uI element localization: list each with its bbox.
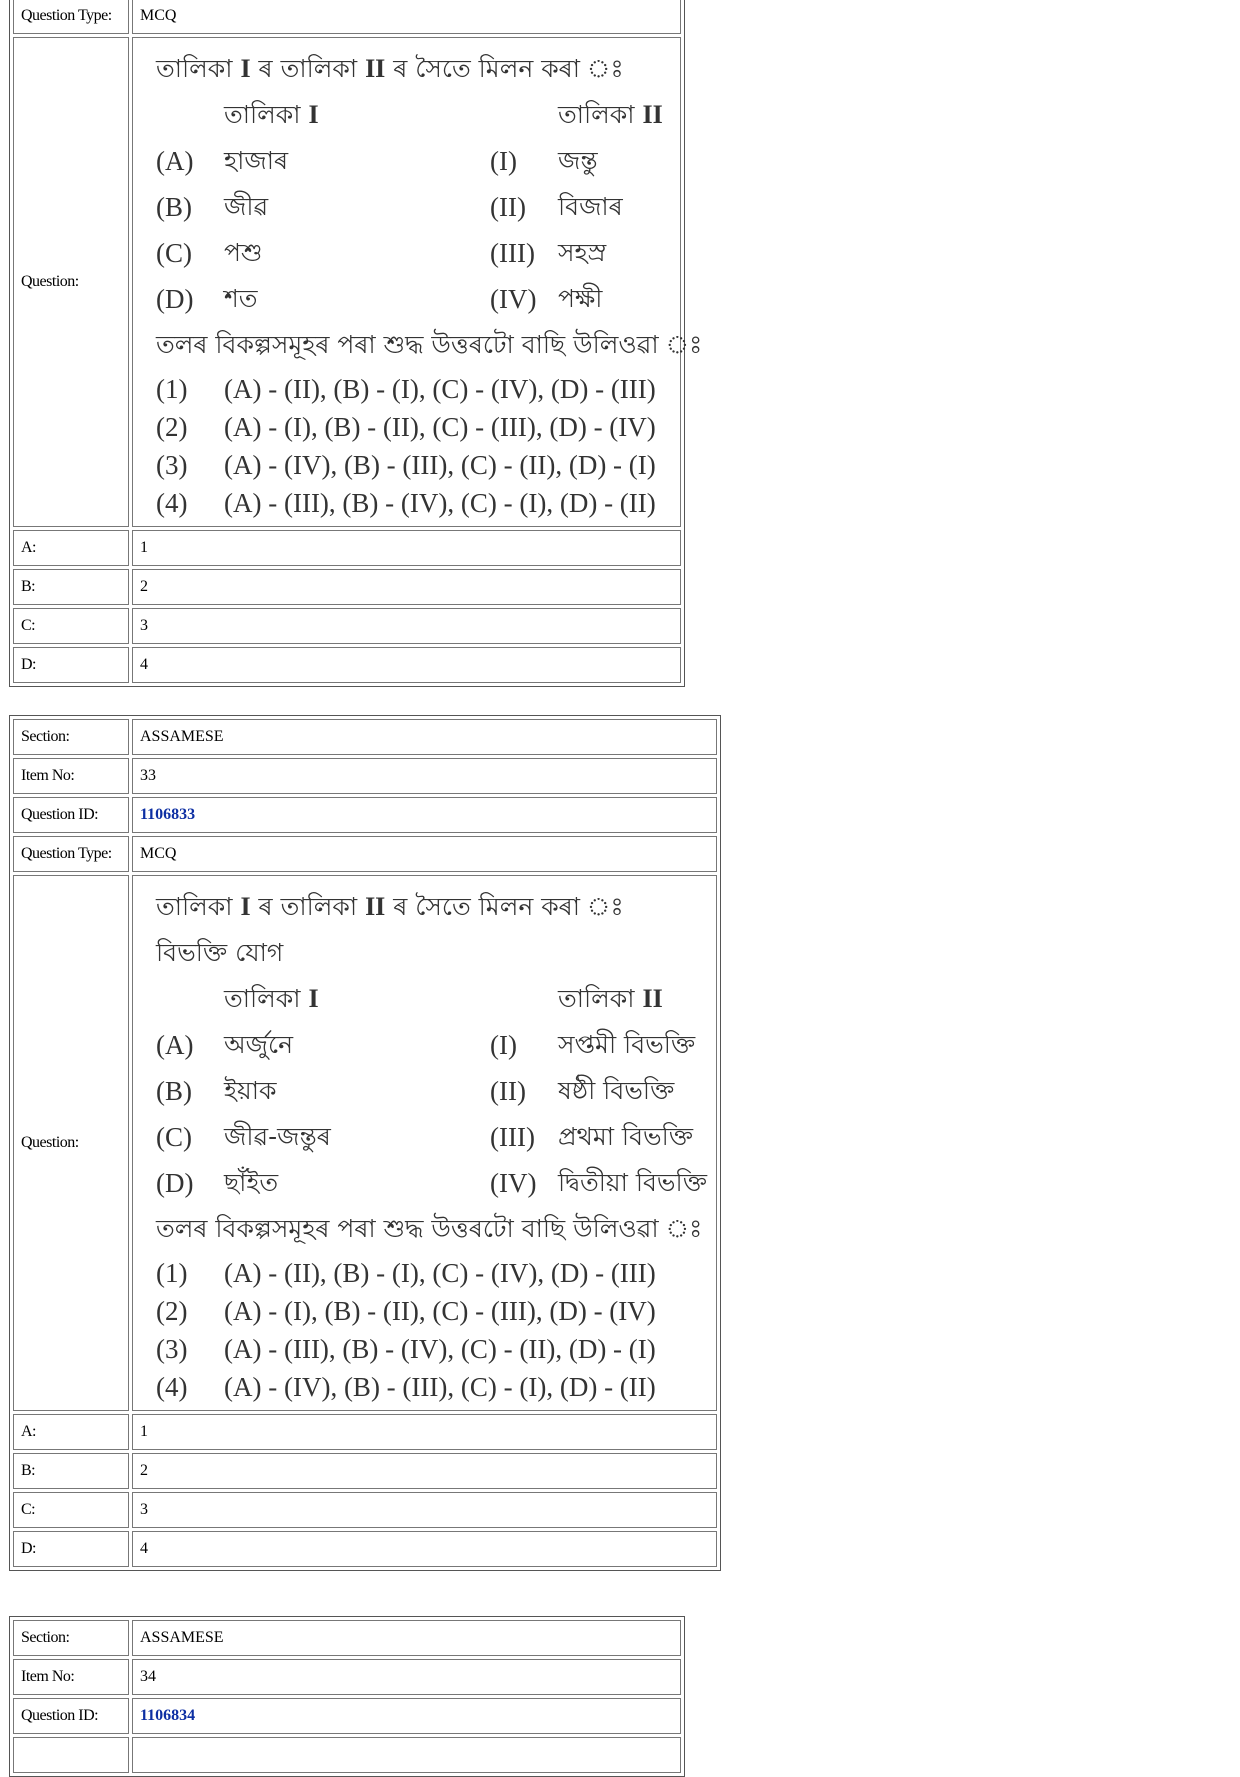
question-label: Question: — [13, 37, 129, 527]
instruction-text: তলৰ বিকল্পসমূহৰ পৰা শুদ্ধ উত্তৰটো বাছি উলিওৱা ঃ — [156, 330, 703, 359]
question-image-33 — [140, 876, 709, 1410]
choice-text-3: (A) - (IV), (B) - (III), (C) - (II), (D) - (I) — [224, 450, 656, 480]
question-type-value: MCQ — [132, 0, 681, 34]
question-content — [132, 37, 703, 527]
choice-num-1: (1) — [156, 1258, 188, 1288]
row-right-i: সপ্তমী বিভক্তি — [558, 1030, 696, 1059]
question-type-label: Question Type: — [13, 0, 129, 34]
question-table-34 — [9, 1616, 685, 1777]
row-key-i: (I) — [490, 1030, 517, 1060]
row-left-b: জীৱ — [224, 192, 269, 221]
question-id-row — [13, 797, 717, 833]
option-d-label: D: — [13, 647, 129, 683]
question-content — [132, 875, 717, 1411]
section-value: ASSAMESE — [132, 1620, 681, 1656]
section-value: ASSAMESE — [132, 719, 717, 755]
choice-text-2: (A) - (I), (B) - (II), (C) - (III), (D) - (IV) — [224, 1296, 656, 1326]
list-1-heading: তালিকা I — [224, 100, 319, 129]
option-d-row — [13, 1531, 717, 1567]
question-id-label: Question ID: — [13, 1698, 129, 1734]
row-right-iv: পক্ষী — [558, 284, 603, 313]
choice-num-3: (3) — [156, 450, 188, 480]
choice-num-2: (2) — [156, 1296, 188, 1326]
option-d-row — [13, 647, 681, 683]
question-type-value: MCQ — [132, 836, 717, 872]
question-table-32 — [9, 0, 703, 687]
option-c-label: C: — [13, 1492, 129, 1528]
row-key-d: (D) — [156, 1168, 194, 1198]
option-d-label: D: — [13, 1531, 129, 1567]
question-row — [13, 37, 681, 527]
row-key-i: (I) — [490, 146, 517, 176]
question-row — [13, 875, 717, 1411]
cut-off-row — [13, 1737, 681, 1773]
section-row — [13, 719, 717, 755]
question-title: তালিকা I ৰ তালিকা II ৰ সৈতে মিলন কৰা ঃ — [156, 892, 624, 921]
row-key-ii: (II) — [490, 1076, 526, 1106]
option-c-value: 3 — [132, 1492, 717, 1528]
option-b-row — [13, 1453, 717, 1489]
item-no-value: 33 — [132, 758, 717, 794]
option-b-value: 2 — [132, 1453, 717, 1489]
question-type-label: Question Type: — [13, 836, 129, 872]
instruction-text: তলৰ বিকল্পসমূহৰ পৰা শুদ্ধ উত্তৰটো বাছি উলিওৱা ঃ — [156, 1214, 703, 1243]
row-right-iii: সহস্ৰ — [558, 238, 607, 267]
row-left-c: পশু — [224, 238, 263, 267]
question-title: তালিকা I ৰ তালিকা II ৰ সৈতে মিলন কৰা ঃ — [156, 54, 624, 83]
section-row — [13, 1620, 681, 1656]
section-label: Section: — [13, 1620, 129, 1656]
item-no-label: Item No: — [13, 758, 129, 794]
option-c-row — [13, 1492, 717, 1528]
row-right-ii: বিজাৰ — [558, 192, 623, 221]
row-key-iii: (III) — [490, 1122, 535, 1152]
choice-num-2: (2) — [156, 412, 188, 442]
choice-num-1: (1) — [156, 374, 188, 404]
option-b-row — [13, 569, 681, 605]
option-a-label: A: — [13, 530, 129, 566]
option-c-value: 3 — [132, 608, 681, 644]
option-a-value: 1 — [132, 1414, 717, 1450]
option-d-value: 4 — [132, 1531, 717, 1567]
row-key-iv: (IV) — [490, 284, 537, 314]
row-right-iv: দ্বিতীয়া বিভক্তি — [558, 1168, 707, 1197]
list-2-heading: তালিকা II — [558, 100, 663, 129]
choice-text-3: (A) - (III), (B) - (IV), (C) - (II), (D) - (I) — [224, 1334, 656, 1364]
option-c-row — [13, 608, 681, 644]
row-right-ii: ষষ্ঠী বিভক্তি — [558, 1076, 675, 1105]
section-label: Section: — [13, 719, 129, 755]
question-id-value: 1106834 — [132, 1698, 681, 1734]
option-b-label: B: — [13, 1453, 129, 1489]
question-type-row — [13, 0, 681, 34]
row-left-a: অৰ্জুনে — [224, 1030, 293, 1059]
option-c-label: C: — [13, 608, 129, 644]
question-label: Question: — [13, 875, 129, 1411]
row-key-iv: (IV) — [490, 1168, 537, 1198]
option-a-row — [13, 530, 681, 566]
row-key-iii: (III) — [490, 238, 535, 268]
row-key-b: (B) — [156, 192, 192, 222]
row-key-c: (C) — [156, 238, 192, 268]
option-a-label: A: — [13, 1414, 129, 1450]
row-left-b: ইয়াক — [224, 1076, 277, 1105]
option-a-value: 1 — [132, 530, 681, 566]
item-no-value: 34 — [132, 1659, 681, 1695]
row-key-ii: (II) — [490, 192, 526, 222]
row-left-c: জীৱ-জন্তুৰ — [224, 1122, 331, 1151]
row-key-c: (C) — [156, 1122, 192, 1152]
row-key-a: (A) — [156, 1030, 194, 1060]
question-type-row — [13, 836, 717, 872]
option-b-value: 2 — [132, 569, 681, 605]
option-a-row — [13, 1414, 717, 1450]
choice-text-1: (A) - (II), (B) - (I), (C) - (IV), (D) - (III) — [224, 1258, 656, 1288]
question-subtitle: বিভক্তি যোগ — [156, 938, 284, 967]
choice-text-2: (A) - (I), (B) - (II), (C) - (III), (D) - (IV) — [224, 412, 656, 442]
row-key-b: (B) — [156, 1076, 192, 1106]
row-left-a: হাজাৰ — [224, 146, 289, 175]
choice-num-3: (3) — [156, 1334, 188, 1364]
question-id-value: 1106833 — [132, 797, 717, 833]
question-id-row — [13, 1698, 681, 1734]
question-id-label: Question ID: — [13, 797, 129, 833]
choice-text-4: (A) - (III), (B) - (IV), (C) - (I), (D) - (II) — [224, 488, 656, 518]
option-d-value: 4 — [132, 647, 681, 683]
row-left-d: শত — [224, 284, 258, 313]
item-no-row — [13, 758, 717, 794]
row-right-iii: প্ৰথমা বিভক্তি — [558, 1122, 694, 1151]
choice-text-4: (A) - (IV), (B) - (III), (C) - (I), (D) - (II) — [224, 1372, 656, 1402]
row-key-a: (A) — [156, 146, 194, 176]
question-table-33 — [9, 715, 721, 1571]
item-no-label: Item No: — [13, 1659, 129, 1695]
choice-num-4: (4) — [156, 1372, 188, 1402]
row-key-d: (D) — [156, 284, 194, 314]
list-2-heading: তালিকা II — [558, 984, 663, 1013]
row-right-i: জন্তু — [558, 146, 598, 175]
row-left-d: ছাঁইত — [224, 1168, 279, 1197]
question-image-32 — [140, 38, 703, 526]
choice-num-4: (4) — [156, 488, 188, 518]
option-b-label: B: — [13, 569, 129, 605]
item-no-row — [13, 1659, 681, 1695]
choice-text-1: (A) - (II), (B) - (I), (C) - (IV), (D) - (III) — [224, 374, 656, 404]
list-1-heading: তালিকা I — [224, 984, 319, 1013]
